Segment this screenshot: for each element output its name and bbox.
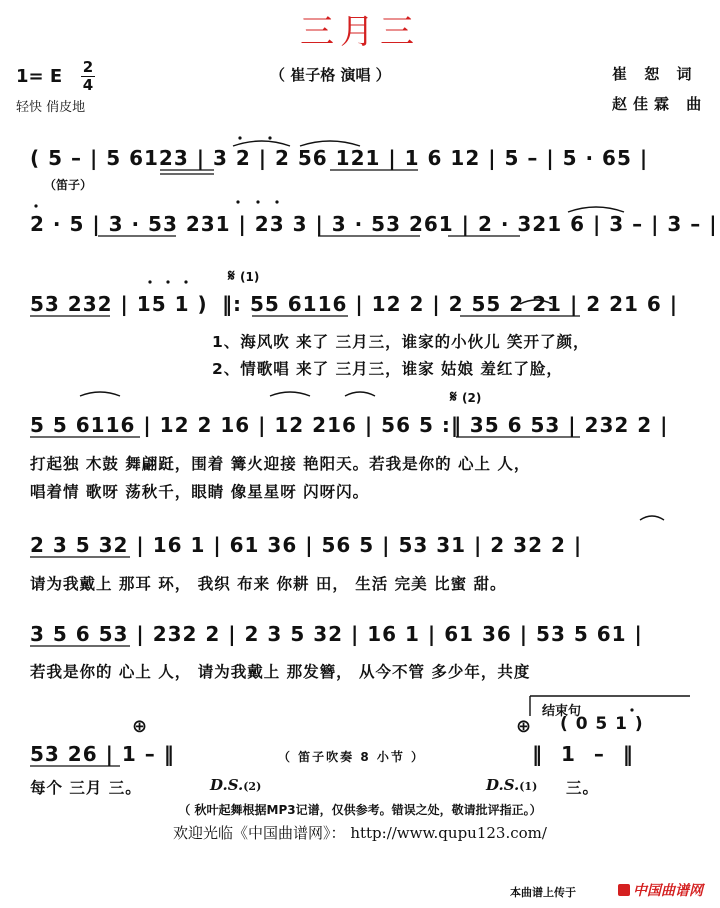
score-row-5: 2 3 5 32 | 16 1 | 61 36 | 56 5 | 53 31 | 2 32 2 | [30, 533, 583, 557]
segno-2-label: (2) [461, 391, 482, 405]
lyric-row-4-verse-1: 打起独 木鼓 舞翩跹，围着 篝火迎接 艳阳天。若我是你的 心上 人， [30, 455, 531, 473]
time-numerator: 2 [82, 58, 94, 76]
lyric-row-4-verse-2: 唱着情 歌呀 荡秋千，眼睛 像星星呀 闪呀闪。 [30, 483, 370, 501]
flute-label: （笛子） [44, 178, 93, 192]
interlude-note: （ 笛子吹奏 8 小节 ） [278, 750, 426, 764]
octave-dot [148, 280, 151, 283]
transcription-note: （ 秋叶起舞根据MP3记谱，仅供参考。错误之处，敬请批评指正。） [178, 803, 542, 817]
score-row-7-left: 53 26 | 1 – ‖ [30, 742, 175, 766]
octave-dot [268, 136, 271, 139]
octave-dot [275, 200, 278, 203]
coda-icon: ⊕ [132, 716, 148, 737]
octave-dot [236, 200, 239, 203]
score-row-4: 5 5 6116 | 12 2 16 | 12 216 | 56 5 :‖ 35 6 53 | 232 2 | [30, 413, 669, 437]
octave-dot [238, 136, 241, 139]
octave-dot [630, 708, 633, 711]
coda-icon: ⊕ [516, 716, 532, 737]
slur-mark [300, 141, 360, 146]
segno-icon: 𝄋 [450, 387, 457, 406]
slur-mark [640, 516, 664, 520]
score-row-3-main: ‖: 55 6116 | 12 2 | 2 55 2 21 | 2 21 6 | [222, 292, 679, 316]
ds-2-number: (2) [243, 780, 262, 793]
slur-mark [520, 300, 552, 304]
logo-text: 中国曲谱网 [633, 883, 703, 899]
slur-mark [233, 141, 290, 146]
lyric-row-6: 若我是你的 心上 人， 请为我戴上 那发簪， 从今不管 多少年，共度 [30, 663, 531, 681]
octave-dot [184, 280, 187, 283]
singer-credit: （ 崔子格 演唱 ） [270, 66, 391, 84]
octave-dot [256, 200, 259, 203]
ds-1-number: (1) [519, 780, 538, 793]
score-row-7-right: ‖ 1 – ‖ [532, 742, 639, 766]
slur-mark [270, 392, 310, 396]
ds-1-text: D.S. [486, 776, 520, 794]
song-title: 三月三 [300, 12, 420, 52]
composer-credit: 赵佳霖 曲 [612, 95, 708, 113]
time-denominator: 4 [82, 76, 94, 94]
lyric-row-3-verse-1: 1、海风吹 来了 三月三，谁家的小伙儿 笑开了颜， [212, 333, 590, 351]
slur-mark [345, 392, 375, 396]
segno-icon: 𝄋 [228, 266, 235, 285]
score-row-6: 3 5 6 53 | 232 2 | 2 3 5 32 | 16 1 | 61 36 | 53 5 61 | [30, 622, 643, 646]
lyric-row-5: 请为我戴上 那耳 环， 我织 布来 你耕 田， 生活 完美 比蜜 甜。 [30, 575, 507, 593]
slur-mark [568, 207, 624, 212]
score-row-3-intro: 53 232 | 15 1 ) [30, 292, 208, 316]
upload-label: 本曲谱上传于 [510, 886, 576, 899]
octave-dot [166, 280, 169, 283]
slur-mark [80, 392, 120, 396]
ending-notes: ( 0 5 1 ) [560, 714, 644, 734]
ending-label: 结束句 [542, 704, 582, 719]
tempo-marking: 轻快 俏皮地 [16, 100, 86, 115]
score-row-1: ( 5 – | 5 6123 | 3 2 | 2 56 121 | 1 6 12 | 5 – | 5 · 65 | [30, 146, 649, 170]
site-welcome: 欢迎光临《中国曲谱网》： http://www.qupu123.com/ [173, 824, 547, 842]
segno-1-label: (1) [239, 270, 260, 284]
ds-2-text: D.S. [210, 776, 244, 794]
lyric-row-3-verse-2: 2、情歌唱 来了 三月三，谁家 姑娘 羞红了脸， [212, 360, 563, 378]
lyric-row-7-left: 每个 三月 三。 [30, 779, 142, 797]
lyric-row-7-right: 三。 [566, 779, 600, 797]
lyricist-credit: 崔 恕 词 [612, 65, 698, 83]
octave-dot [34, 204, 37, 207]
key-signature: 1= E [16, 66, 63, 87]
score-row-2: 2 · 5 | 3 · 53 231 | 23 3 | 3 · 53 261 | 2 · 321 6 | 3 – | 3 – | [30, 212, 718, 236]
